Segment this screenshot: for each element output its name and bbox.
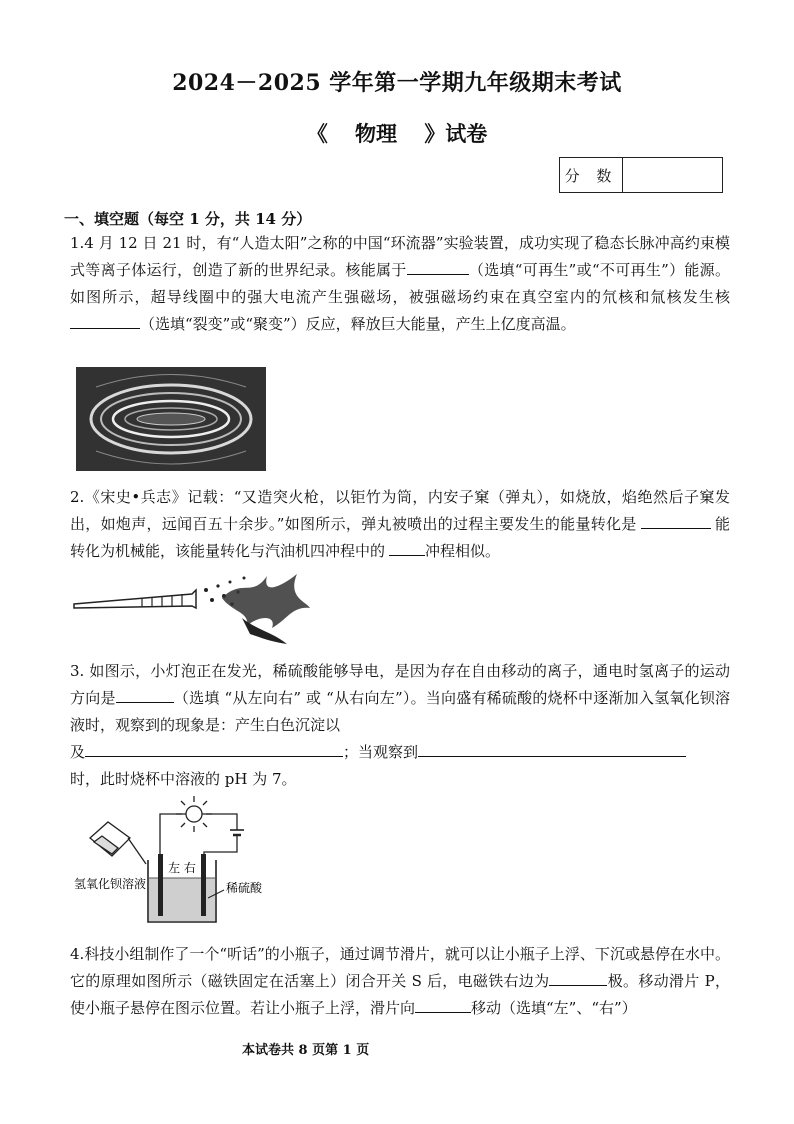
q4-text-c: 移动（选填“左”、“右”） — [471, 999, 637, 1017]
q2-text-b: 能转化为机械能，该能量转化与汽油机四冲程中的 — [70, 515, 730, 560]
q4-text-b: 极。移动滑片 P，使小瓶子悬停在图示位置。若让小瓶子上浮，滑片向 — [70, 972, 730, 1017]
q1-text-c: （选填“裂变”或“聚变”）反应，释放巨大能量，产生上亿度高温。 — [140, 315, 576, 333]
q2-blank-1[interactable] — [641, 511, 711, 529]
q1-blank-1[interactable] — [407, 257, 469, 275]
beaker-direction-label: 左 右 — [168, 861, 196, 875]
q3-text-b: （选填 “从左向右” 或 “从右向左”）。当向盛有稀硫酸的烧杯中逐渐加入氢氧化钡溶液时，观察到的现象是：产生白色沉淀以 — [70, 689, 730, 734]
subject-name: 物理 — [355, 121, 397, 146]
sulfuric-acid-label: 稀硫酸 — [226, 881, 263, 895]
fire-lance-illustration — [72, 568, 312, 648]
section-heading: 一、填空题（每空 1 分，共 14 分） — [64, 210, 312, 228]
barium-hydroxide-label: 氢氧化钡溶液 — [74, 877, 147, 891]
q3-blank-2[interactable] — [85, 739, 343, 757]
q2-blank-2[interactable] — [389, 538, 425, 556]
tokamak-photo — [76, 367, 266, 471]
subject-close-bracket: 》试卷 — [424, 121, 488, 146]
q3-text-e: 时，此时烧杯中溶液的 pH 为 7。 — [70, 770, 297, 788]
q4-blank-1[interactable] — [549, 968, 607, 986]
q3-text-d: ；当观察到 — [343, 743, 419, 761]
q3-text-a: 3. 如图示，小灯泡正在发光，稀硫酸能够导电，是因为存在自由移动的离子，通电时氢离子的运动方向是 — [70, 662, 730, 707]
score-label: 分 数 — [560, 158, 623, 192]
q4-blank-2[interactable] — [415, 995, 471, 1013]
question-2 — [70, 484, 730, 565]
q2-text-a: 2.《宋史•兵志》记载：“又造突火枪，以钜竹为筒，内安子窠（弹丸），如烧放，焰绝然后子窠发出，如炮声，远闻百五十余步。”如图所示，弹丸被喷出的过程主要发生的能量转化是 — [70, 488, 730, 533]
subject-open-bracket: 《 — [306, 121, 328, 146]
q3-blank-1[interactable] — [116, 685, 174, 703]
electrolysis-circuit-diagram — [72, 794, 302, 930]
exam-title: 2024－2025 学年第一学期九年级期末考试 — [172, 70, 622, 96]
exam-subject-line — [0, 118, 794, 148]
question-1 — [70, 230, 730, 338]
q2-text-c: 冲程相似。 — [425, 542, 501, 560]
score-box — [559, 157, 723, 193]
question-4 — [70, 941, 730, 1022]
question-3 — [70, 658, 730, 793]
q1-text-a: 1.4 月 12 日 21 时，有“人造太阳”之称的中国“环流器”实验装置，成功实现了稳态长脉冲高约束模式等离子体运行，创造了新的世界纪录。核能属于 — [70, 234, 730, 279]
q3-text-c: 及 — [70, 743, 86, 761]
q1-blank-2[interactable] — [70, 311, 140, 329]
q3-blank-3[interactable] — [418, 739, 686, 757]
score-field[interactable] — [623, 158, 722, 192]
q1-text-b: （选填“可再生”或“不可再生”）能源。如图所示，超导线圈中的强大电流产生强磁场，被强磁场约束在真空室内的氘核和氚核发生核 — [70, 261, 730, 306]
q4-text-a: 4.科技小组制作了一个“听话”的小瓶子，通过调节滑片，就可以让小瓶子上浮、下沉或悬停在水中。它的原理如图所示（磁铁固定在活塞上）闭合开关 S 后，电磁铁右边为 — [70, 945, 730, 990]
page-footer: 本试卷共 8 页第 1 页 — [242, 1043, 370, 1058]
